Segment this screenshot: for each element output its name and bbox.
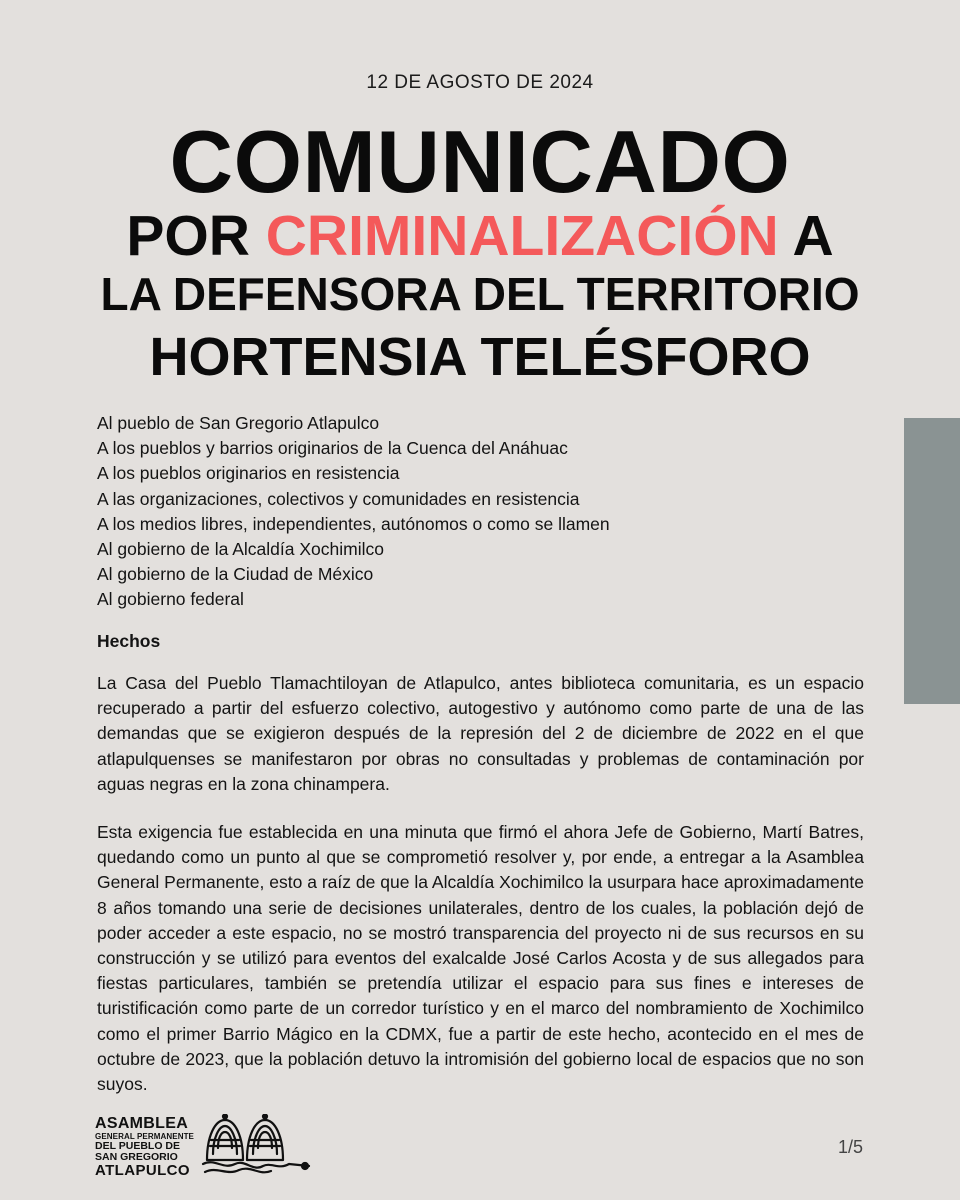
logo-line-atlapulco: ATLAPULCO <box>95 1162 190 1179</box>
organization-logo <box>95 1116 325 1180</box>
recipient-item: A las organizaciones, colectivos y comunidades en resistencia <box>97 488 580 509</box>
recipient-item: Al pueblo de San Gregorio Atlapulco <box>97 413 380 433</box>
recipient-item: A los pueblos originarios en resistencia <box>97 463 400 484</box>
title-line-2-post: A <box>792 204 834 268</box>
title-line-2 <box>0 204 960 268</box>
recipients-list <box>97 411 877 613</box>
recipient-item: Al gobierno de la Ciudad de México <box>97 564 374 585</box>
side-accent-bar <box>904 418 960 704</box>
logo-line-pueblo: DEL PUEBLO DE <box>95 1140 180 1152</box>
recipient-item: A los medios libres, independientes, autónomos o como se llamen <box>97 513 610 534</box>
title-line-4: HORTENSIA TELÉSFORO <box>149 327 811 387</box>
paragraph-2: Esta exigencia fue establecida en una minuta que firmó el ahora Jefe de Gobierno, Martí Batres, quedando como un punto al que se comprometió resolver y, por ende, a entregar a la Asamblea General Permanente, esto a raíz de que la Alcaldía Xochimilco la usurpara hace aproximadamente 8 años tomando una serie de decisiones unilaterales, dentro de los cuales, la población dejó de poder acceder a este espacio, no se mostró transparencia del proyecto ni de sus recursos en su construcción y se utilizó para eventos del exalcalde José Carlos Acosta y de sus allegados para fiestas particulares, también se pretendía utilizar el espacio para sus fines e intereses de turistificación como parte de un corredor turístico y en el marco del nombramiento de Xochimilco como el primer Barrio Mágico en la CDMX, fue a partir de este hecho, acontecido en el mes de octubre de 2023, que la población detuvo la intromisión del gobierno local de espacios que no son suyos. <box>97 822 864 1095</box>
paragraph-1: La Casa del Pueblo Tlamachtiloyan de Atlapulco, antes biblioteca comunitaria, es un espacio recuperado a partir del esfuerzo colectivo, autogestivo y autónomo como parte de una de las demandas que se exigieron después de la represión del 2 de diciembre de 2022 en el que atlapulquenses se manifestaron por obras no consultadas y problemas de contaminación por aguas negras en la zona chinampera. <box>97 673 864 794</box>
date-line: 12 DE AGOSTO DE 2024 <box>366 72 594 93</box>
logo-line-general: GENERAL PERMANENTE <box>95 1132 194 1141</box>
title-accent-word: CRIMINALIZACIÓN <box>265 204 779 268</box>
recipient-item: A los pueblos y barrios originarios de la Cuenca del Anáhuac <box>97 438 568 459</box>
title-line-3: LA DEFENSORA DEL TERRITORIO <box>100 268 860 320</box>
glyph-emblem-icon <box>201 1114 313 1178</box>
recipient-item: Al gobierno federal <box>97 589 244 610</box>
logo-wordmark <box>95 1116 197 1178</box>
title-line-1: COMUNICADO <box>169 112 791 211</box>
logo-line-asamblea: ASAMBLEA <box>95 1115 189 1132</box>
section-heading: Hechos <box>97 631 161 651</box>
page-indicator: 1/5 <box>838 1137 864 1157</box>
recipient-item: Al gobierno de la Alcaldía Xochimilco <box>97 539 384 560</box>
logo-line-san-gregorio: SAN GREGORIO <box>95 1151 178 1163</box>
title-line-2-pre: POR <box>126 204 250 268</box>
